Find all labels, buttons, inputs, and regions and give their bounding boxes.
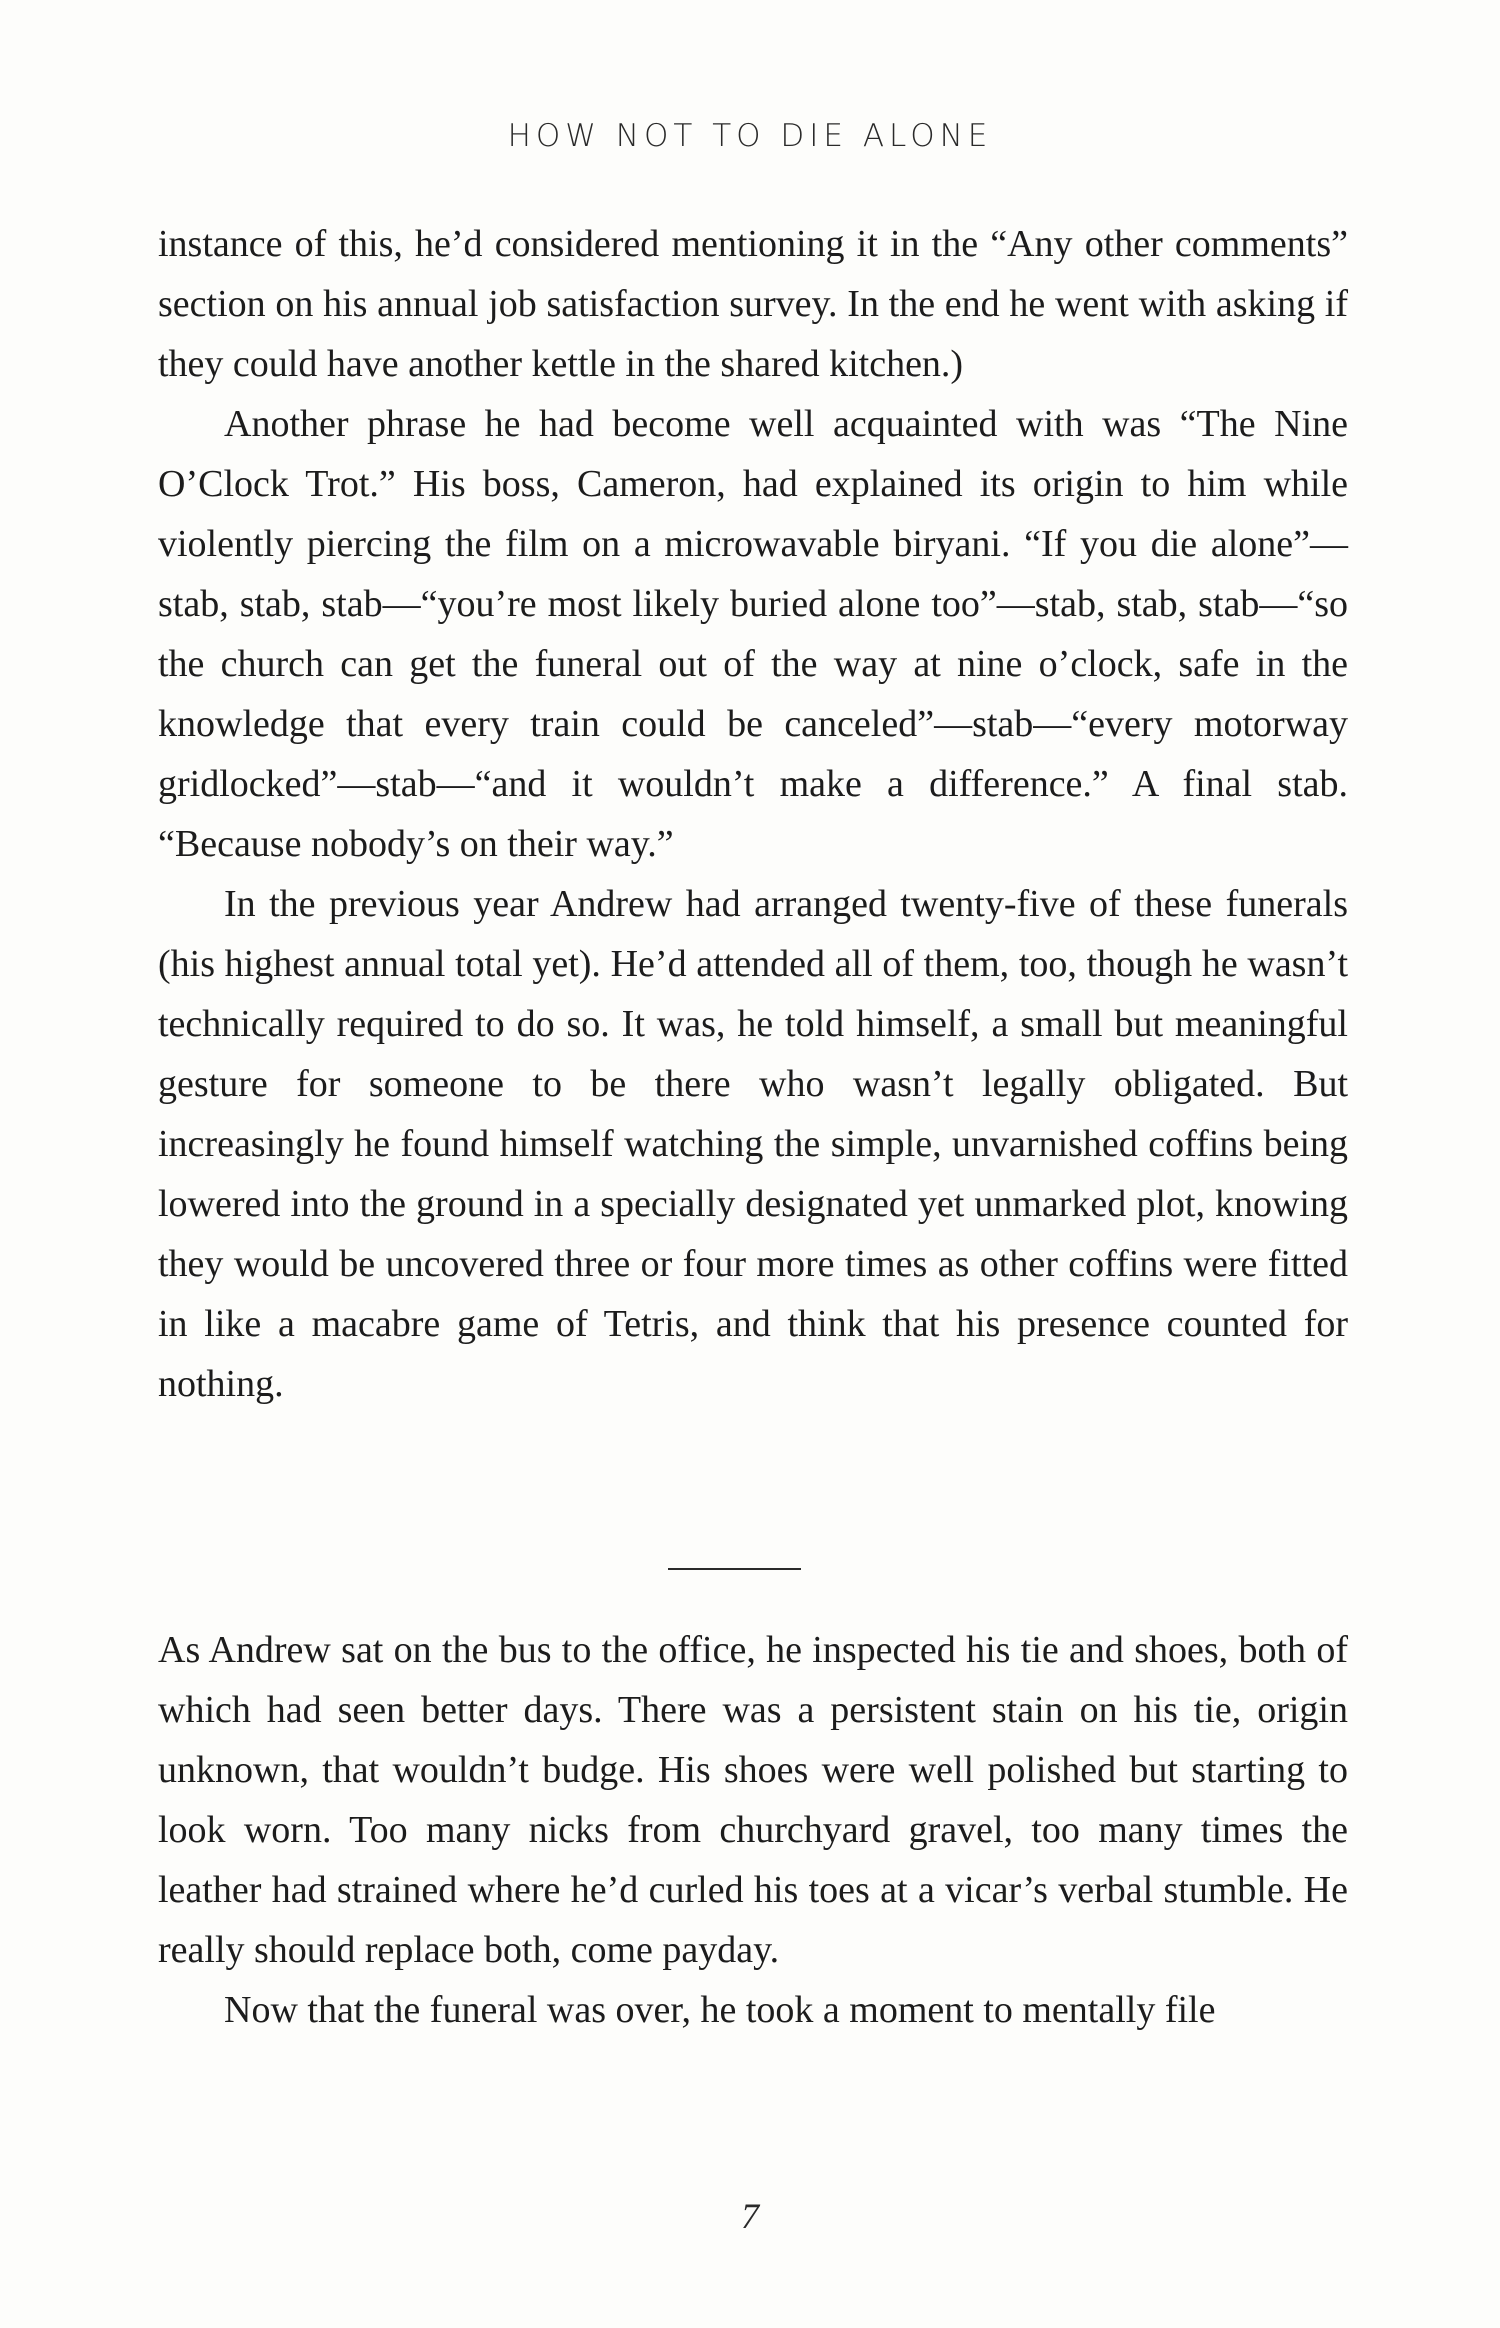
section-break-rule <box>668 1568 801 1570</box>
paragraph: instance of this, he’d considered mentioning it in the “Any other comments” section on his annual job satisfaction survey. In the end he went with asking if they could have another kettle in the shared kitchen.) <box>158 223 1348 385</box>
paragraph: Another phrase he had become well acquainted with was “The Nine O’Clock Trot.” His boss, Cameron, had explained its origin to him while violently piercing the film on a microwavable biryani. “If you die alone”—stab, stab, stab—“you’re most likely buried alone too”—stab, stab, stab—“so the church can get the funeral out of the way at nine o’clock, safe in the knowledge that every train could be canceled”—stab—“every motorway gridlocked”—stab—“and it wouldn’t make a difference.” A final stab. “Because nobody’s on their way.” <box>158 403 1348 865</box>
running-head: HOW NOT TO DIE ALONE <box>507 118 993 154</box>
text-block-bottom <box>158 1620 1348 2040</box>
paragraph: As Andrew sat on the bus to the office, he inspected his tie and shoes, both of which had seen better days. There was a persistent stain on his tie, origin unknown, that wouldn’t budge. His shoes were well polished but starting to look worn. Too many nicks from churchyard gravel, too many times the leather had strained where he’d curled his toes at a vicar’s verbal stumble. He really should replace both, come payday. <box>158 1629 1348 1971</box>
paragraph: In the previous year Andrew had arranged twenty-five of these funerals (his highest annual total yet). He’d attended all of them, too, though he wasn’t technically required to do so. It was, he told himself, a small but meaningful gesture for someone to be there who wasn’t legally obligated. But increasingly he found himself watching the simple, unvarnished coffins being lowered into the ground in a specially designated yet unmarked plot, knowing they would be uncovered three or four more times as other coffins were fitted in like a macabre game of Tetris, and think that his presence counted for nothing. <box>158 883 1348 1405</box>
page-number: 7 <box>741 2196 759 2236</box>
paragraph: Now that the funeral was over, he took a moment to mentally file <box>224 1989 1216 2031</box>
text-block-top <box>158 214 1348 1414</box>
